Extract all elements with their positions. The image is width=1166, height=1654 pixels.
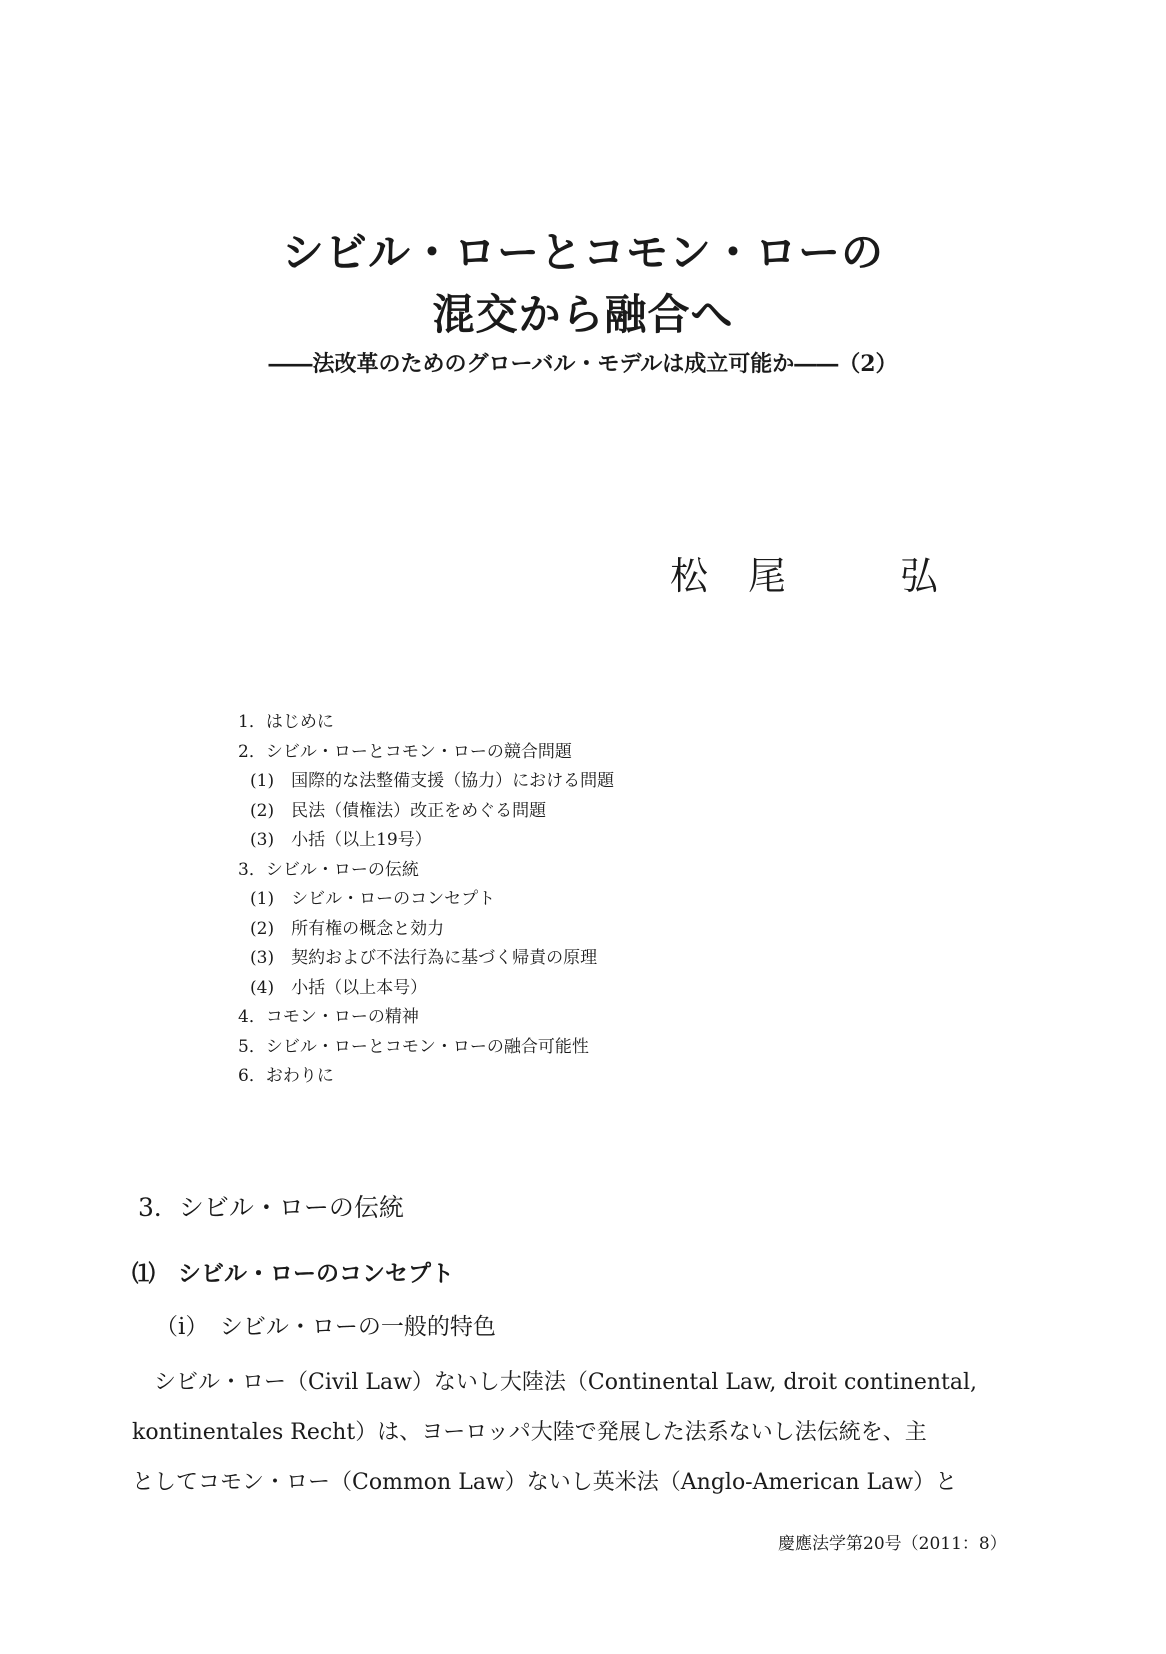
author-surname-2: 尾 xyxy=(748,554,789,598)
toc-item: (2) 民法（債権法）改正をめぐる問題 xyxy=(250,800,547,821)
table-of-contents xyxy=(238,708,614,1092)
title-block xyxy=(0,222,1166,380)
journal-footer: 慶應法学第20号（2011：8） xyxy=(778,1534,1007,1554)
title-line-2: 混交から融合へ xyxy=(432,290,734,339)
body-line: kontinentales Recht）は、ヨーロッパ大陸で発展した法系ないし法伝統を、主 xyxy=(132,1420,927,1445)
toc-item: (3) 契約および不法行為に基づく帰責の原理 xyxy=(250,948,598,968)
author-surname-1: 松 xyxy=(670,554,711,598)
body-line: シビル・ロー（Civil Law）ないし大陸法（Continental Law, droit continental, xyxy=(154,1370,977,1395)
toc-item: 5．シビル・ローとコモン・ローの融合可能性 xyxy=(238,1036,589,1057)
author-name xyxy=(670,545,940,600)
toc-item: (3) 小括（以上19号） xyxy=(250,830,432,850)
toc-item: 2．シビル・ローとコモン・ローの競合問題 xyxy=(238,741,572,762)
subtitle: ――法改革のためのグローバル・モデルは成立可能か――（2） xyxy=(268,351,898,377)
section-heading: 3．シビル・ローの伝統 xyxy=(138,1193,404,1222)
toc-item: 6．おわりに xyxy=(238,1066,334,1086)
subsubsection-heading: （i） シビル・ローの一般的特色 xyxy=(155,1314,496,1340)
body-paragraph xyxy=(132,1358,1032,1508)
toc-item: (4) 小括（以上本号） xyxy=(250,977,428,998)
toc-item: (1) シビル・ローのコンセプト xyxy=(250,889,496,909)
toc-item: (1) 国際的な法整備支援（協力）における問題 xyxy=(250,771,615,791)
subsection-heading: ⑴ シビル・ローのコンセプト xyxy=(132,1260,454,1287)
toc-item: 1．はじめに xyxy=(238,712,334,732)
toc-item: 3．シビル・ローの伝統 xyxy=(238,859,419,880)
toc-item: 4．コモン・ローの精神 xyxy=(238,1007,419,1027)
title-line-1: シビル・ローとコモン・ローの xyxy=(281,228,884,277)
body-line: としてコモン・ロー（Common Law）ないし英米法（Anglo-American Law）と xyxy=(132,1470,958,1495)
author-given: 弘 xyxy=(900,554,941,598)
toc-item: (2) 所有権の概念と効力 xyxy=(250,918,445,939)
